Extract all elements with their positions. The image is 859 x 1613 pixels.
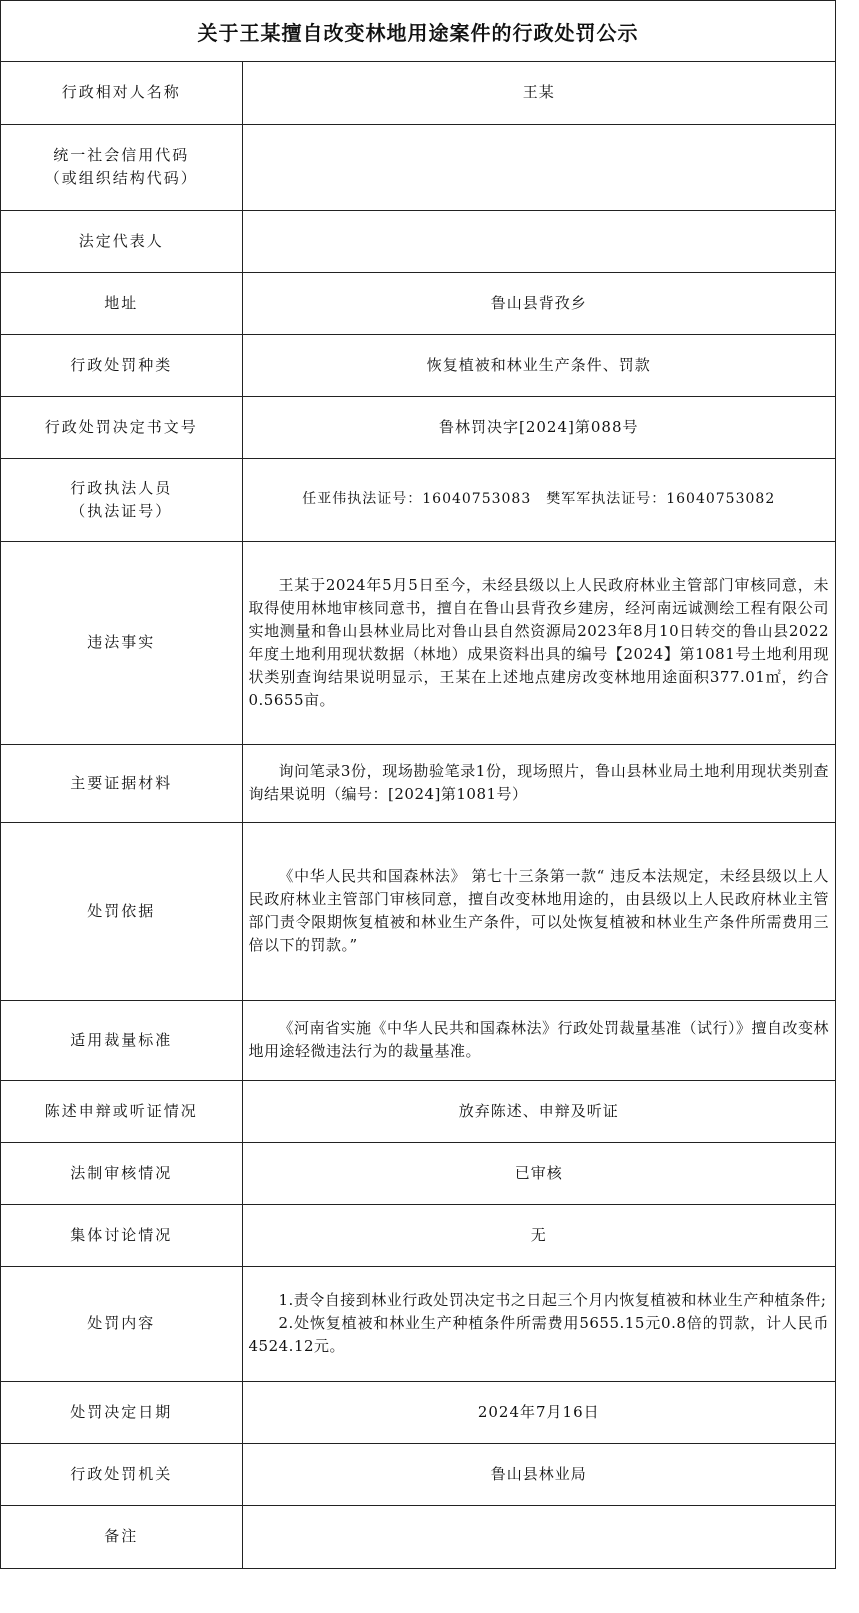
label-penalty-type: 行政处罚种类	[1, 334, 242, 396]
table-row	[1, 1505, 835, 1568]
page-title: 关于王某擅自改变林地用途案件的行政处罚公示	[1, 0, 835, 62]
value-basis: 《中华人民共和国森林法》 第七十三条第一款“ 违反本法规定，未经县级以上人民政府林业主管部门审核同意，擅自改变林地用途的，由县级以上人民政府林业主管部门责令限期恢复植被和林业生产条件，可以处恢复植被和林业生产条件所需费用三倍以下的罚款。”	[242, 822, 835, 1000]
value-remarks	[242, 1505, 835, 1568]
label-standard: 适用裁量标准	[1, 1000, 242, 1080]
content-item-1: 1.责令自接到林业行政处罚决定书之日起三个月内恢复植被和林业生产种植条件;	[278, 1291, 827, 1309]
label-decision-date: 处罚决定日期	[1, 1381, 242, 1443]
label-officers-line2: （执法证号）	[70, 501, 173, 520]
label-basis: 处罚依据	[1, 822, 242, 1000]
label-credit-code	[1, 124, 242, 210]
label-remarks: 备注	[1, 1505, 242, 1568]
table-row	[1, 124, 835, 210]
table-row	[1, 1266, 835, 1381]
label-legal-rep: 法定代表人	[1, 210, 242, 272]
value-statement: 放弃陈述、申辩及听证	[242, 1080, 835, 1142]
value-party-name: 王某	[242, 62, 835, 124]
table-row	[1, 1080, 835, 1142]
value-decision-date: 2024年7月16日	[242, 1381, 835, 1443]
table-row	[1, 744, 835, 822]
value-content	[242, 1266, 835, 1381]
label-collective: 集体讨论情况	[1, 1204, 242, 1266]
table-row	[1, 396, 835, 458]
label-credit-code-line2: （或组织结构代码）	[44, 169, 198, 187]
value-legal-review: 已审核	[242, 1142, 835, 1204]
table-row	[1, 1443, 835, 1505]
value-facts: 王某于2024年5月5日至今，未经县级以上人民政府林业主管部门审核同意，未取得使用林地审核同意书，擅自在鲁山县背孜乡建房，经河南远诚测绘工程有限公司实地测量和鲁山县林业局比对鲁山县自然资源局2023年8月10日转交的鲁山县2022年度土地利用现状数据（林地）成果资料出具的编号【2024】第1081号土地利用现状类别查询结果说明显示，王某在上述地点建房改变林地用途面积377.01㎡，约合0.5655亩。	[242, 541, 835, 744]
table-row	[1, 210, 835, 272]
table-row	[1, 458, 835, 541]
table-row	[1, 541, 835, 744]
value-officers: 任亚伟执法证号：16040753083 樊军军执法证号：16040753082	[242, 458, 835, 541]
table-row	[1, 62, 835, 124]
value-credit-code	[242, 124, 835, 210]
table-row	[1, 1204, 835, 1266]
content-item-2: 2.处恢复植被和林业生产种植条件所需费用5655.15元0.8倍的罚款，计人民币4524.12元。	[248, 1314, 829, 1355]
value-evidence: 询问笔录3份，现场勘验笔录1份，现场照片，鲁山县林业局土地利用现状类别查询结果说明（编号：[2024]第1081号）	[242, 744, 835, 822]
label-evidence: 主要证据材料	[1, 744, 242, 822]
value-collective: 无	[242, 1204, 835, 1266]
label-officers-line1: 行政执法人员	[70, 478, 173, 497]
penalty-table	[1, 62, 835, 1569]
label-party-name: 行政相对人名称	[1, 62, 242, 124]
label-decision-no: 行政处罚决定书文号	[1, 396, 242, 458]
label-address: 地址	[1, 272, 242, 334]
table-row	[1, 1142, 835, 1204]
table-row	[1, 1000, 835, 1080]
table-row	[1, 272, 835, 334]
value-penalty-type: 恢复植被和林业生产条件、罚款	[242, 334, 835, 396]
label-statement: 陈述申辩或听证情况	[1, 1080, 242, 1142]
label-authority: 行政处罚机关	[1, 1443, 242, 1505]
value-legal-rep	[242, 210, 835, 272]
label-legal-review: 法制审核情况	[1, 1142, 242, 1204]
value-decision-no: 鲁林罚决字[2024]第088号	[242, 396, 835, 458]
label-officers	[1, 458, 242, 541]
table-row	[1, 1381, 835, 1443]
value-standard: 《河南省实施《中华人民共和国森林法》行政处罚裁量基准（试行）》擅自改变林地用途轻微违法行为的裁量基准。	[242, 1000, 835, 1080]
table-row	[1, 822, 835, 1000]
table-row	[1, 334, 835, 396]
value-authority: 鲁山县林业局	[242, 1443, 835, 1505]
value-address: 鲁山县背孜乡	[242, 272, 835, 334]
label-credit-code-line1: 统一社会信用代码	[53, 146, 190, 164]
label-facts: 违法事实	[1, 541, 242, 744]
label-content: 处罚内容	[1, 1266, 242, 1381]
